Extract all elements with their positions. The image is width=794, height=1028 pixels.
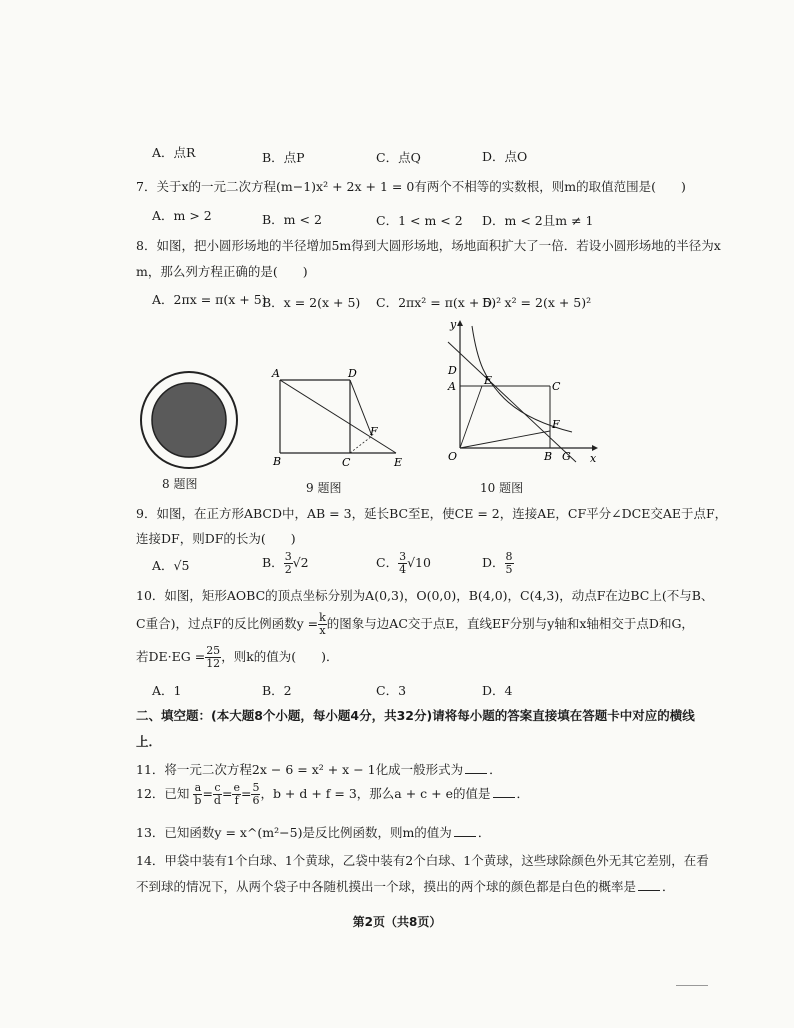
q9-option-d <box>482 551 514 576</box>
q8-option-d: D．x² = 2(x + 5)² <box>482 295 592 310</box>
q12-d: d <box>213 794 221 807</box>
q12-frac-a-b <box>193 782 202 807</box>
q10-stem-line2 <box>136 612 694 637</box>
q10-option-d: D．4 <box>482 683 513 698</box>
q12-end: ． <box>516 786 530 801</box>
q7-option-d: D．m < 2且m ≠ 1 <box>482 213 594 228</box>
q12-pre: 12．已知 <box>136 786 190 801</box>
q10-option-a: A．1 <box>152 683 182 698</box>
q7-option-b: B．m < 2 <box>262 212 322 227</box>
section2-heading-line2: 上． <box>136 734 162 749</box>
q12-c: c <box>214 781 221 794</box>
figure-9-caption: 9 题图 <box>306 481 342 495</box>
q7-option-a: A．m > 2 <box>152 208 212 223</box>
q10-line2-part-b: 的图象与边AC交于点E，直线EF分别与y轴和x轴相交于点D和G， <box>326 616 694 631</box>
q14-end: ． <box>662 879 675 894</box>
q10-line3-part-a: 若DE·EG = <box>136 649 206 664</box>
q11-text: 11．将一元二次方程2x − 6 = x² + x − 1化成一般形式为 <box>136 762 464 777</box>
fig9-label-b: B <box>273 455 282 468</box>
q6-option-a: A．点R <box>152 145 196 160</box>
fig10-label-e: E <box>484 374 493 387</box>
figure-10-graph <box>440 316 605 466</box>
q9-option-c <box>376 551 431 576</box>
q10-stem-line1: 10．如图，矩形AOBC的顶点坐标分别为A(0,3)，O(0,0)，B(4,0)，C(4,3)，动点F在边BC上(不与B、 <box>136 588 714 603</box>
q9-option-b <box>262 551 309 576</box>
fig9-label-d: D <box>348 367 357 380</box>
q9d-den: 5 <box>505 563 513 576</box>
q10-stem-line3 <box>136 645 339 670</box>
fig9-label-a: A <box>272 367 280 380</box>
q10-25: 25 <box>206 644 221 657</box>
q9-option-b-letter: B． <box>262 555 284 570</box>
fig10-label-d: D <box>448 364 457 377</box>
q9c-num: 3 <box>399 550 407 563</box>
q8-stem-line2: m，那么列方程正确的是( ) <box>136 264 308 279</box>
figure-10-caption: 10 题图 <box>480 481 524 495</box>
figure-9-square <box>268 365 413 475</box>
figure-8-circles <box>135 370 245 470</box>
q9-option-c-rad: √10 <box>407 555 431 570</box>
q13-text: 13．已知函数y = x^(m²−5)是反比例函数，则m的值为 <box>136 825 452 840</box>
q12-b: b <box>194 794 202 807</box>
q10-12: 12 <box>206 657 221 670</box>
q9-option-a: A．√5 <box>152 558 190 573</box>
q14-line1: 14．甲袋中装有1个白球、1个黄球，乙袋中装有2个白球、1个黄球，这些球除颜色外无其它差别，在看 <box>136 853 709 868</box>
q14-line2 <box>136 877 675 895</box>
q9b-num: 3 <box>284 550 292 563</box>
q12: 12．已知 $\frac{a}{b}$ = $\frac{c}{d}$ = $\frac{e}{f}$ = $\frac{5}{6}$ ，b + d + f = 3，那么a + c + e的值是 ． <box>136 781 530 807</box>
fig10-label-y: y <box>450 318 457 331</box>
q14-text: 不到球的情况下，从两个袋子中各随机摸出一个球，摸出的两个球的颜色都是白色的概率是 <box>136 879 637 894</box>
q9d-num: 8 <box>505 550 513 563</box>
fig10-label-g: G <box>562 450 571 463</box>
q12-f: f <box>234 794 239 807</box>
q6-option-d: D．点O <box>482 149 528 164</box>
fig9-label-f: F <box>370 425 378 438</box>
q8-option-c: C．2πx² = π(x + 5)² <box>376 295 502 310</box>
q13-answer-blank[interactable] <box>454 835 476 837</box>
q10-25-over-12 <box>205 645 221 670</box>
q9-option-c-frac <box>398 551 407 576</box>
q10-option-c: C．3 <box>376 683 407 698</box>
fig9-label-c: C <box>342 456 351 469</box>
q9-option-b-frac <box>284 551 293 576</box>
q12-mid: ，b + d + f = 3，那么a + c + e的值是 <box>260 786 491 801</box>
fig10-label-a: A <box>448 380 456 393</box>
section2-heading-line1: 二、填空题：(本大题8个小题，每小题4分，共32分)请将每小题的答案直接填在答题卡中对应的横线 <box>136 708 695 723</box>
q10-k-over-x <box>318 612 327 637</box>
q11-end: ． <box>489 762 502 777</box>
q8-option-b: B．x = 2(x + 5) <box>262 295 361 310</box>
page-footer: 第2页（共8页） <box>352 915 442 929</box>
q12-answer-blank[interactable] <box>493 796 515 798</box>
q12-frac-c-d <box>213 782 222 807</box>
fig10-label-c: C <box>552 380 561 393</box>
q10-k: k <box>319 611 326 624</box>
fig10-label-x: x <box>590 452 597 465</box>
q8-option-a: A．2πx = π(x + 5) <box>152 292 267 307</box>
q13 <box>136 823 490 841</box>
fig10-label-b: B <box>544 450 553 463</box>
q9-option-d-frac <box>505 551 514 576</box>
q7-option-c: C．1 < m < 2 <box>376 213 463 228</box>
q12-a: a <box>194 781 202 794</box>
q12-frac-e-f <box>232 782 241 807</box>
fig10-label-f: F <box>552 418 560 431</box>
q9-stem-line1: 9．如图，在正方形ABCD中，AB = 3，延长BC至E，使CE = 2，连接AE，CF平分∠DCE交AE于点F， <box>136 506 728 521</box>
q6-option-c: C．点Q <box>376 150 421 165</box>
q14-answer-blank[interactable] <box>638 889 660 891</box>
figure-8-caption: 8 题图 <box>162 477 198 491</box>
q13-end: ． <box>477 825 491 840</box>
q9-option-d-letter: D． <box>482 555 505 570</box>
q7-stem: 7．关于x的一元二次方程(m−1)x² + 2x + 1 = 0有两个不相等的实数根，则m的取值范围是( ) <box>136 179 686 194</box>
q6-option-b: B．点P <box>262 150 305 165</box>
q10-line2-part-a: C重合)，过点F的反比例函数y = <box>136 616 319 631</box>
q10-line3-part-b: ，则k的值为( )． <box>221 649 339 664</box>
q10-option-b: B．2 <box>262 683 292 698</box>
q12-5: 5 <box>252 781 260 794</box>
q9b-den: 2 <box>284 563 292 576</box>
fig9-label-e: E <box>394 456 403 469</box>
fig10-label-o: O <box>448 450 458 463</box>
q8-stem-line1: 8．如图，把小圆形场地的半径增加5m得到大圆形场地，场地面积扩大了一倍．若设小圆形场地的半径为x <box>136 238 721 253</box>
q11-answer-blank[interactable] <box>465 772 487 774</box>
scan-mark <box>676 985 708 986</box>
q12-e: e <box>233 781 240 794</box>
q11 <box>136 760 502 778</box>
q9c-den: 4 <box>399 563 407 576</box>
q9-stem-line2: 连接DF，则DF的长为( ) <box>136 531 296 546</box>
q12-6: 6 <box>252 794 260 807</box>
q10-x: x <box>319 624 326 637</box>
q9-option-b-rad: √2 <box>292 555 309 570</box>
q9-option-c-letter: C． <box>376 555 399 570</box>
